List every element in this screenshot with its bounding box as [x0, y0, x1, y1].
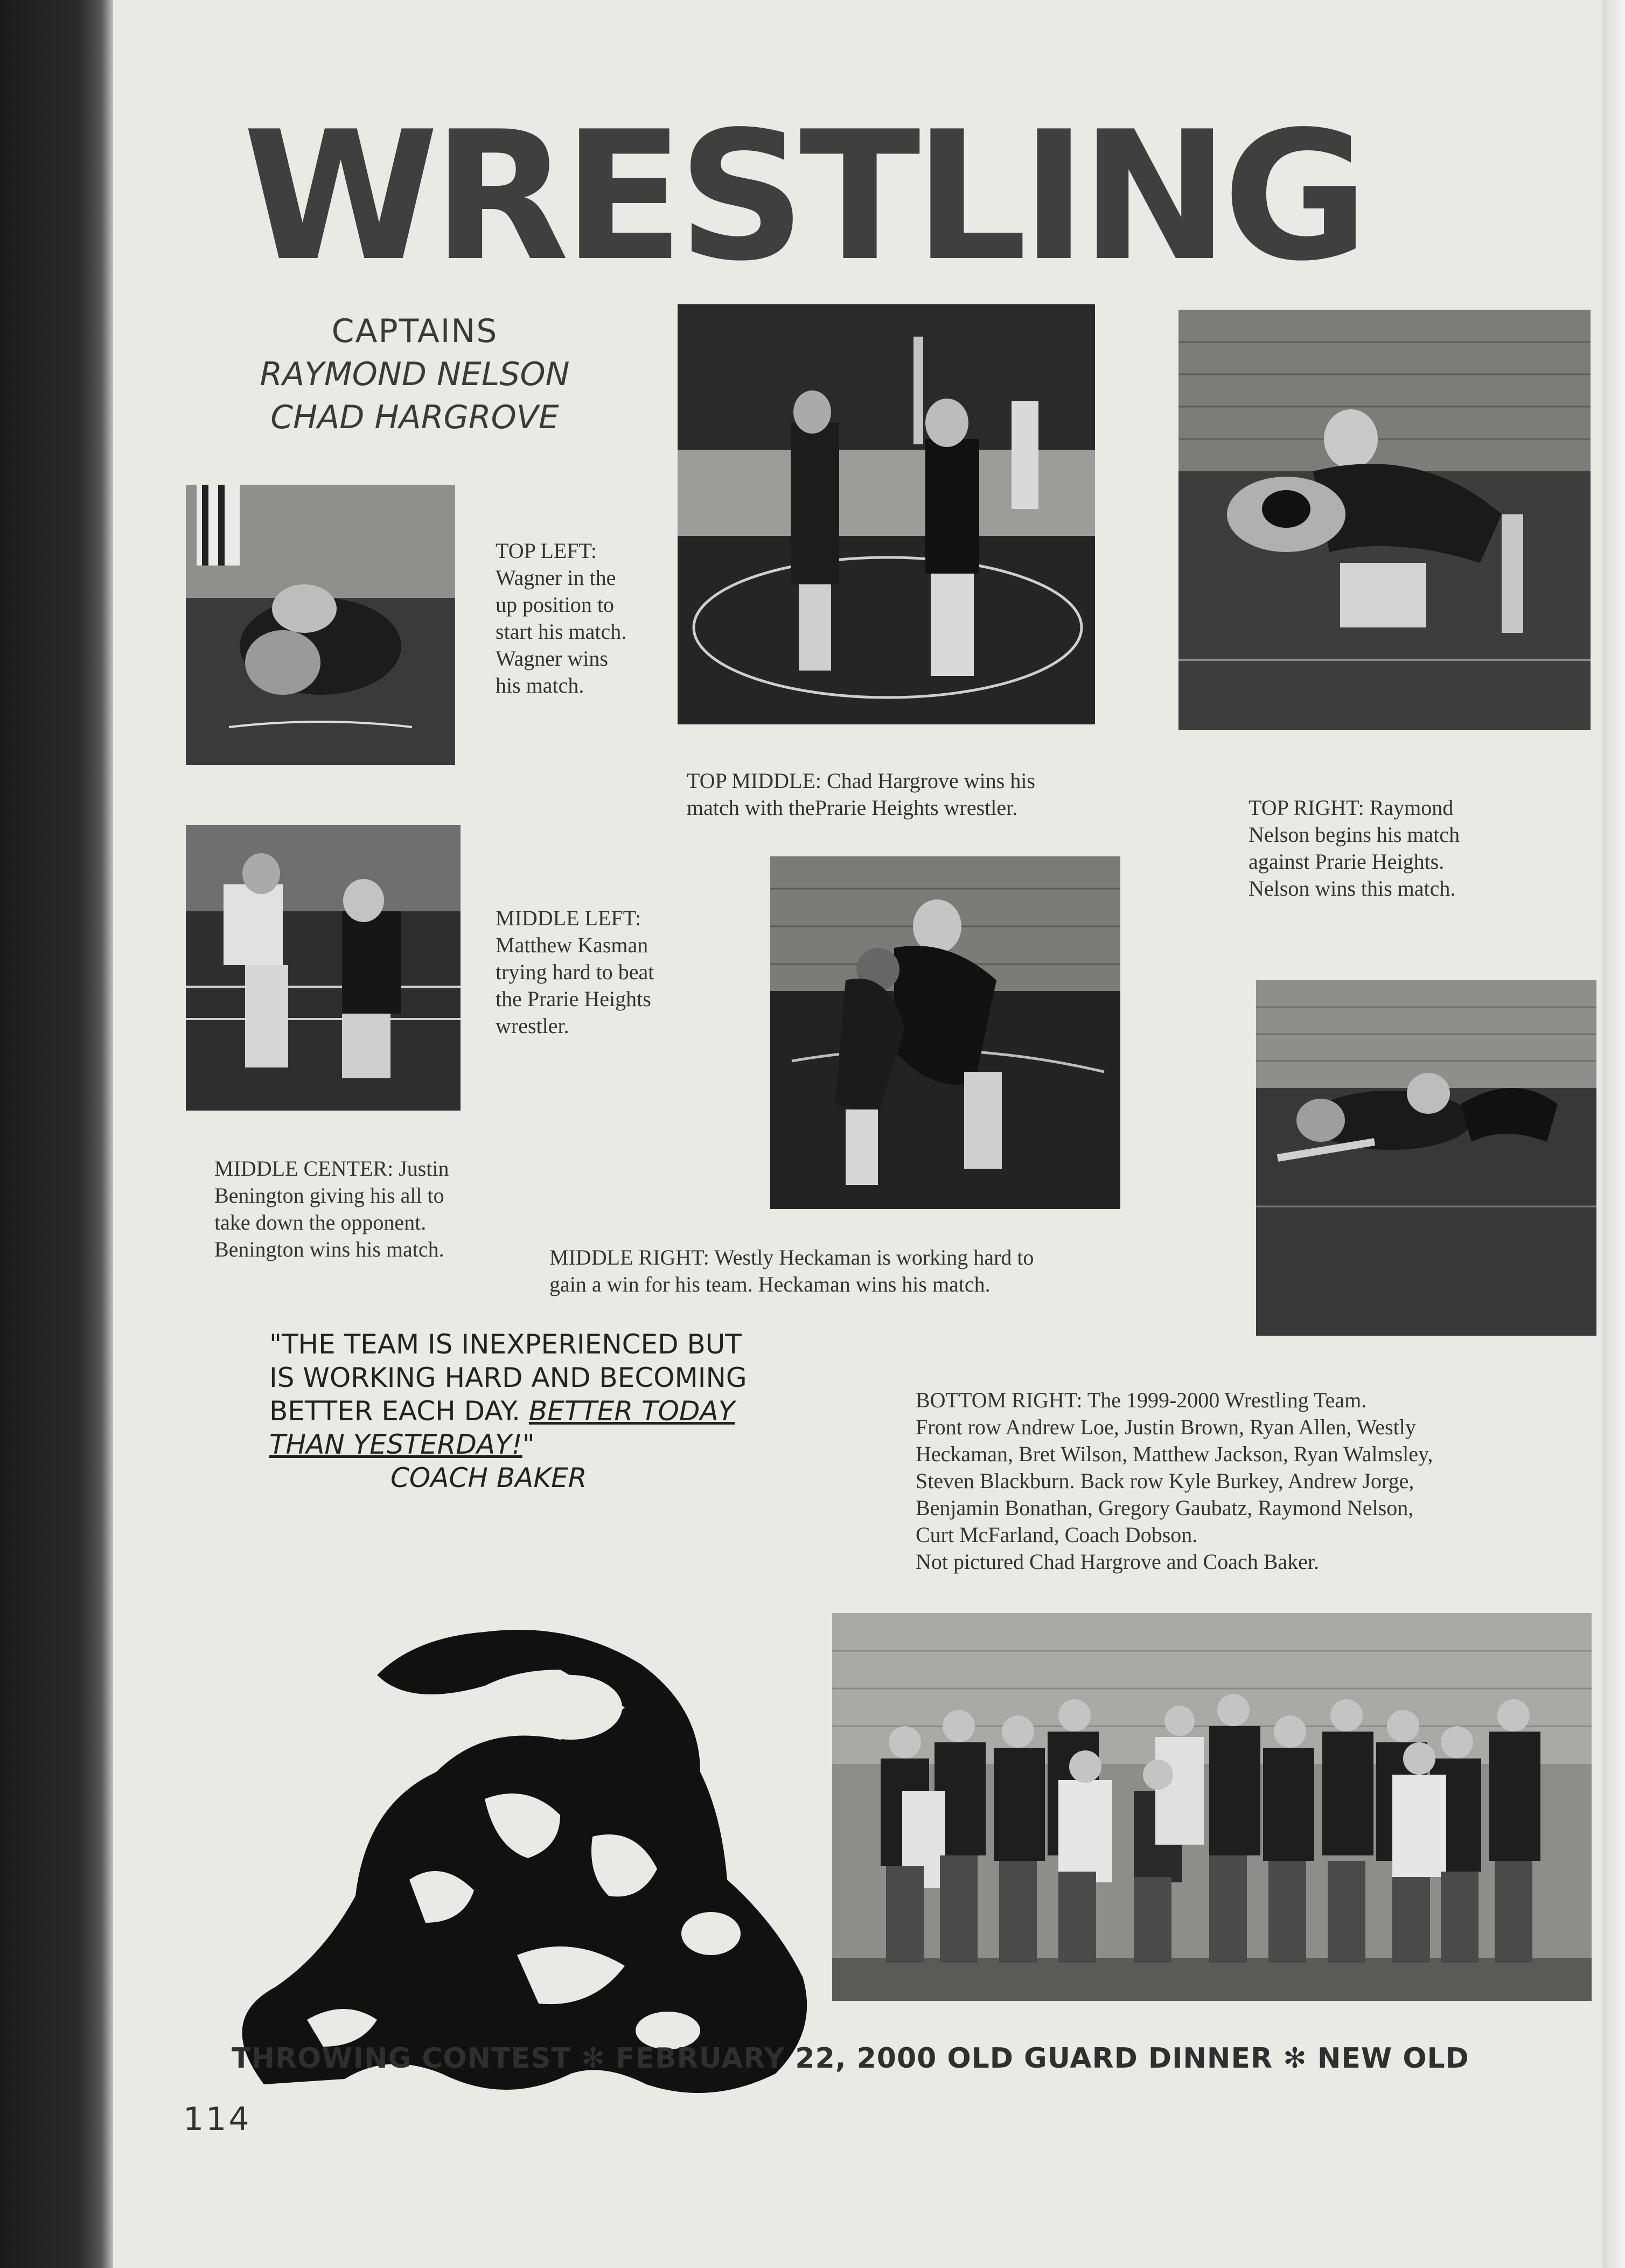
photo-top-middle-image — [678, 304, 1095, 724]
captains-heading: CAPTAINS — [331, 312, 498, 350]
footer-middle-text: FEBRUARY 22, 2000 OLD GUARD DINNER — [615, 2042, 1273, 2075]
photo-middle-left — [186, 825, 461, 1111]
quote-line-2: IS WORKING HARD AND BECOMING — [269, 1362, 747, 1393]
photo-middle-right — [1256, 980, 1596, 1336]
photo-middle-left-image — [186, 825, 461, 1111]
footer-left-text: THROWING CONTEST — [232, 2042, 571, 2075]
page-title: WRESTLING — [242, 93, 1363, 300]
captains-block — [199, 310, 630, 439]
photo-middle-right-image — [1256, 980, 1596, 1336]
quote-line-3-emphasis: BETTER TODAY — [528, 1395, 735, 1427]
quote-line-4-tail: " — [522, 1429, 535, 1460]
photo-middle-center-image — [770, 856, 1120, 1209]
quote-line-4 — [269, 1428, 851, 1461]
caption-bottom-right: BOTTOM RIGHT: The 1999-2000 Wrestling Team. Front row Andrew Loe, Justin Brown, Ryan Allen, Westly Heckaman, Bret Wilson, Matthew Jackson, Ryan Walmsley, Steven Blackburn. Back row Kyle Burkey, Andrew Jorge, Benjamin Bonathan, Gregory Gaubatz, Raymond Nelson, Curt McFarland, Coach Dobson. Not pictured Chad Hargrove and Coach Baker. — [916, 1388, 1433, 1574]
page-right-edge — [1602, 0, 1625, 2268]
photo-middle-center — [770, 856, 1120, 1209]
wrestlers-silhouette-image — [183, 1546, 829, 2111]
caption-middle-left: MIDDLE LEFT: Matthew Kasman trying hard to beat the Prarie Heights wrestler. — [496, 906, 654, 1038]
footer-separator-2: ✻ — [1283, 2042, 1307, 2075]
photo-team — [832, 1613, 1592, 2001]
quote-line-3 — [269, 1394, 851, 1428]
page-number: 114 — [183, 2100, 252, 2138]
photo-top-left-image — [186, 485, 455, 765]
photo-top-right — [1178, 310, 1591, 730]
captain-name-1: RAYMOND NELSON — [260, 355, 570, 393]
caption-middle-center: MIDDLE CENTER: Justin Benington giving his all to take down the opponent. Benington wins his match. — [214, 1156, 449, 1261]
page-binding-edge — [0, 0, 113, 2268]
footer-right-text: NEW OLD — [1317, 2042, 1469, 2075]
photo-top-middle — [678, 304, 1095, 724]
footer-strip — [232, 2042, 1578, 2075]
wrestlers-logo-illustration — [183, 1546, 829, 2111]
quote-line-1: "THE TEAM IS INEXPERIENCED BUT — [269, 1329, 742, 1360]
quote-line-3-plain: BETTER EACH DAY. — [269, 1395, 529, 1427]
photo-team-image — [832, 1613, 1592, 2001]
photo-top-right-image — [1178, 310, 1591, 730]
captain-name-2: CHAD HARGROVE — [270, 399, 559, 436]
caption-top-right: TOP RIGHT: Raymond Nelson begins his match against Prarie Heights. Nelson wins this match. — [1249, 795, 1460, 901]
photo-top-left — [186, 485, 455, 765]
footer-separator-1: ✻ — [581, 2042, 605, 2075]
quote-line-4-emphasis: THAN YESTERDAY! — [269, 1429, 522, 1460]
quote-attribution: COACH BAKER — [390, 1462, 587, 1494]
caption-top-middle: TOP MIDDLE: Chad Hargrove wins his match with thePrarie Heights wrestler. — [687, 769, 1035, 820]
caption-top-left: TOP LEFT: Wagner in the up position to start his match. Wagner wins his match. — [496, 539, 627, 697]
coach-quote — [269, 1328, 851, 1495]
caption-middle-right: MIDDLE RIGHT: Westly Heckaman is working hard to gain a win for his team. Heckaman wins his match. — [549, 1245, 1034, 1296]
